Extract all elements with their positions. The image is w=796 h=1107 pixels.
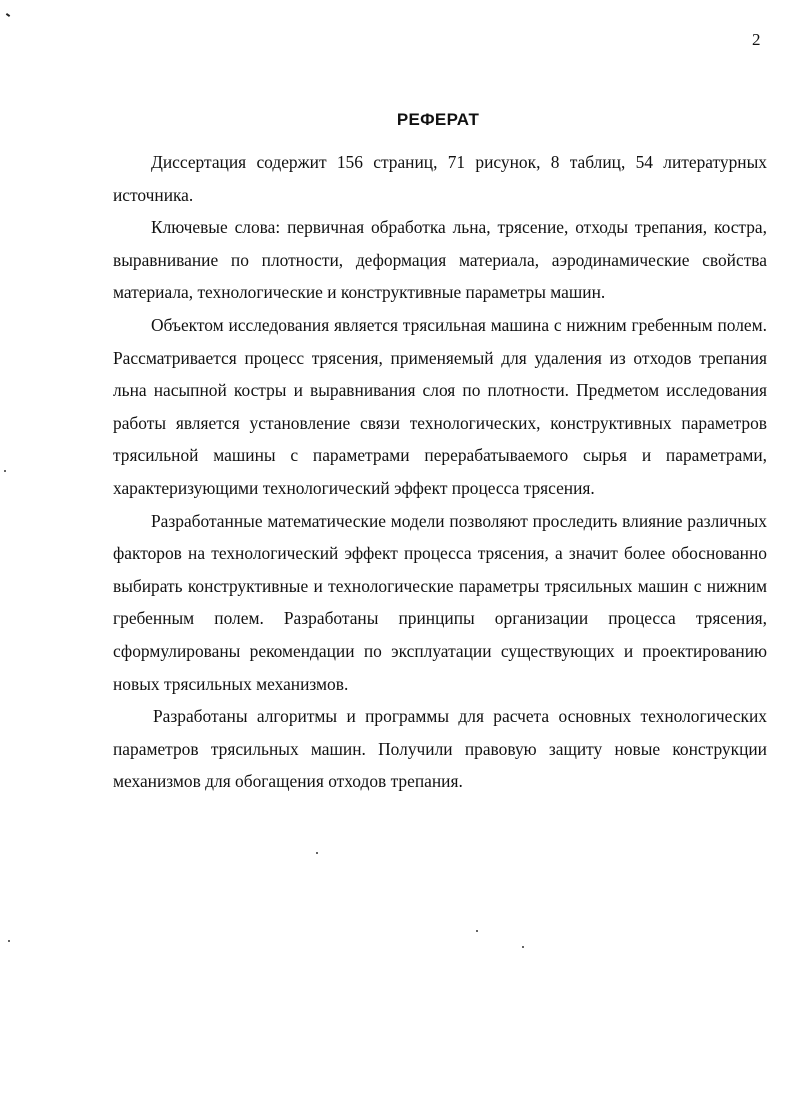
- page-number: 2: [752, 30, 761, 49]
- scan-mark: [6, 13, 10, 17]
- paragraph-models: Разработанные математические модели позволяют проследить влияние различных факторов на технологический эффект процесса трясения, а значит более обоснованно выбирать конструктивные и технологические параметры трясильных машин с нижним гребенным полем. Разработаны принципы организации процесса трясения, сформулированы рекомендации по эксплуатации существующих и проектированию новых трясильных механизмов.: [113, 510, 767, 694]
- page-title: РЕФЕРАТ: [396, 110, 480, 129]
- paragraph-object: Объектом исследования является трясильная машина с нижним гребенным полем. Рассматривается процесс трясения, применяемый для удаления из отходов трепания льна насыпной костры и выравнивания слоя по плотности. Предметом исследования работы является установление связи технологических, конструктивных параметров трясильной машины с параметрами перерабатываемого сырья и параметрами, характеризующими технологический эффект процесса трясения.: [113, 314, 767, 498]
- scan-speck: [4, 470, 6, 472]
- scan-speck: [8, 940, 10, 942]
- paragraph-algorithms: Разработаны алгоритмы и программы для расчета основных технологических параметров трясильных машин. Получили правовую защиту новые конструкции механизмов для обогащения отходов трепания.: [113, 706, 767, 792]
- scan-speck: [316, 852, 318, 854]
- document-body: [113, 146, 767, 798]
- paragraph-contents: Диссертация содержит 156 страниц, 71 рисунок, 8 таблиц, 54 литературных источника.: [113, 152, 767, 205]
- paragraph-keywords: Ключевые слова: первичная обработка льна, трясение, отходы трепания, костра, выравнивание по плотности, деформация материала, аэродинамические свойства материала, технологические и конструктивные параметры машин.: [113, 217, 767, 303]
- scan-speck: [476, 930, 478, 932]
- scan-speck: [522, 946, 524, 948]
